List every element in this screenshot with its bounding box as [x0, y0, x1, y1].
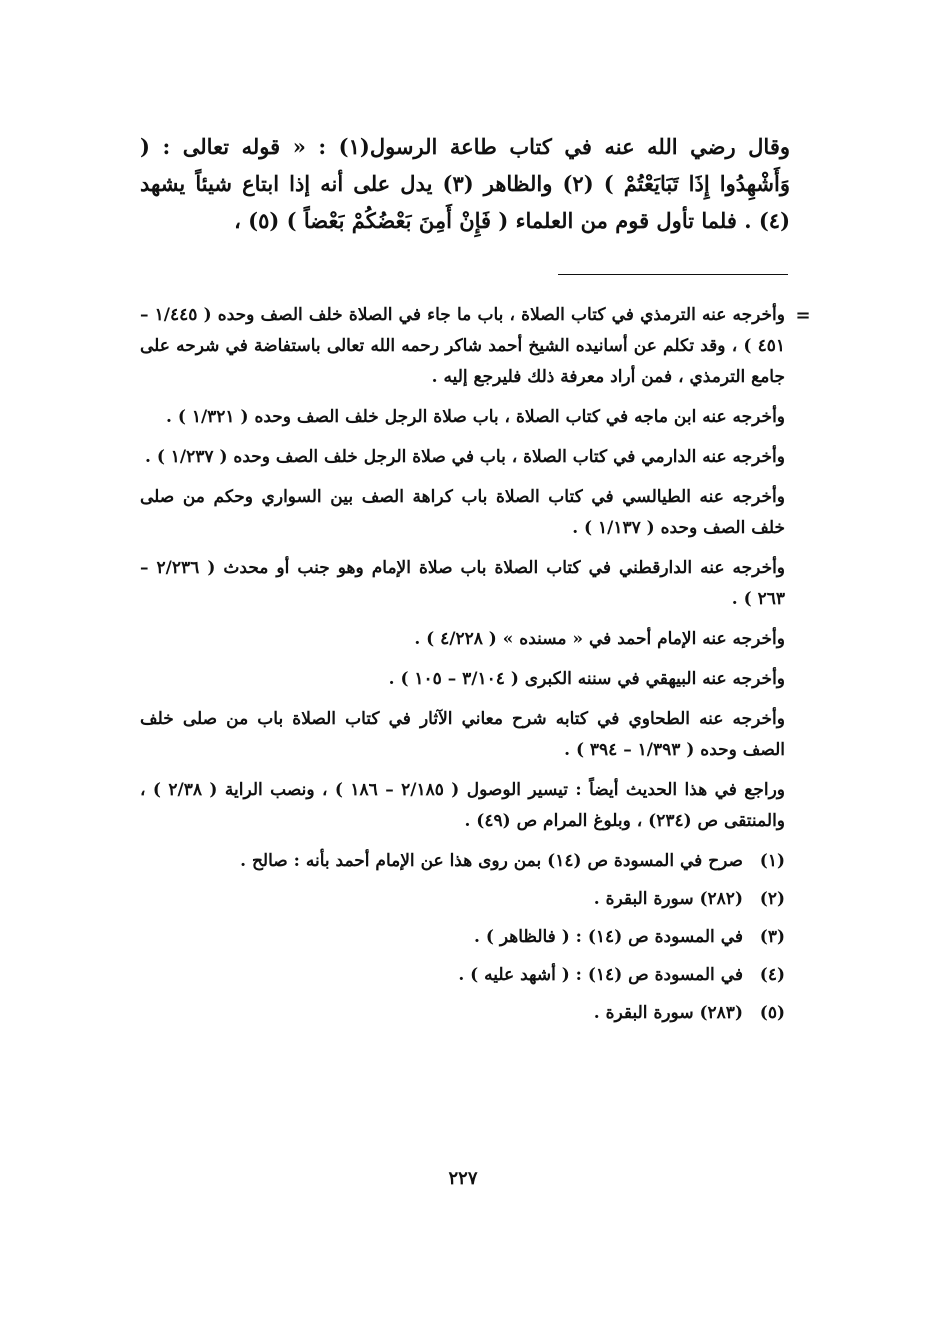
footnote-paragraph-bayhaqi: وأخرجه عنه البيهقي في سننه الكبرى ( ٣/١٠٤ – ١٠٥ ) .: [388, 669, 785, 689]
main-paragraph: وقال رضي الله عنه في كتاب طاعة الرسول(١) : « قوله تعالى : ( وَأَشْهِدُوا إِذَا تَبَايَعْتُمْ ) (٢) والظاهر (٣) يدل على أنه إذا ابتاع شيئاً يشهد (٤) . فلما تأول قوم من العلماء ( فَإِنْ أَمِنَ بَعْضُكُمْ بَعْضاً ) (٥) ،: [140, 134, 791, 233]
footnote-paragraph-tayalisi: وأخرجه عنه الطيالسي في كتاب الصلاة باب كراهة الصف بين السواري وحكم من صلى خلف الصف وحده ( ١/١٣٧ ) .: [140, 487, 785, 538]
note-text: في المسودة ص (١٤) : ( فالظاهر ) .: [474, 927, 743, 947]
note-text: صرح في المسودة ص (١٤) بمن روى هذا عن الإمام أحمد بأنه : صالح .: [240, 851, 743, 871]
note-number: (١): [759, 851, 785, 871]
continuation-marker: =: [795, 305, 811, 326]
numbered-note: [140, 998, 785, 1029]
note-text: (٢٨٣) سورة البقرة .: [593, 1003, 743, 1023]
note-text: في المسودة ص (١٤) : ( أشهد عليه ) .: [458, 965, 743, 985]
footnote-paragraph-tirmidhi: وأخرجه عنه الترمذي في كتاب الصلاة ، باب ما جاء في الصلاة خلف الصف وحده ( ١/٤٤٥ – ٤٥١ ) ، وقد تكلم عن أسانيده الشيخ أحمد شاكر رحمه الله تعالى باستفاضة في شرحه على جامع الترمذي ، فمن أراد معرفة ذلك فليرجع إليه .: [140, 305, 785, 387]
numbered-note: [140, 922, 785, 953]
footnote-paragraph-ahmad: وأخرجه عنه الإمام أحمد في « مسنده » ( ٤/٢٢٨ ) .: [414, 629, 785, 649]
footnote-paragraph-darimi: وأخرجه عنه الدارمي في كتاب الصلاة ، باب في صلاة الرجل خلف الصف وحده ( ١/٢٣٧ ) .: [144, 447, 785, 467]
footnote-separator: [558, 274, 788, 275]
note-number: (٥): [759, 1003, 785, 1023]
note-number: (٣): [759, 927, 785, 947]
numbered-note: [140, 884, 785, 915]
footnote-paragraph-ibn-majah: وأخرجه عنه ابن ماجه في كتاب الصلاة ، باب صلاة الرجل خلف الصف وحده ( ١/٣٢١ ) .: [166, 407, 785, 427]
page-number: ٢٢٧: [448, 1168, 478, 1189]
footnote-paragraph-tahawi: وأخرجه عنه الطحاوي في كتابه شرح معاني الآثار في كتاب الصلاة باب من صلى خلف الصف وحده ( ١/٣٩٣ – ٣٩٤ ) .: [140, 709, 785, 760]
numbered-notes: [140, 846, 785, 1029]
note-text: (٢٨٢) سورة البقرة .: [593, 889, 743, 909]
note-number: (٤): [759, 965, 785, 985]
numbered-note: [140, 846, 785, 877]
footnote-paragraph-daraqutni: وأخرجه عنه الدارقطني في كتاب الصلاة باب صلاة الإمام وهو جنب أو محدث ( ٢/٢٣٦ – ٢٦٣ ) .: [140, 558, 786, 609]
footnotes-section: [140, 300, 811, 1036]
note-number: (٢): [759, 889, 785, 909]
numbered-note: [140, 960, 785, 991]
footnote-paragraph-references: وراجع في هذا الحديث أيضاً : تيسير الوصول ( ٢/١٨٥ – ١٨٦ ) ، ونصب الراية ( ٢/٣٨ ) ، والمنتقى ص (٢٣٤) ، وبلوغ المرام ص (٤٩) .: [140, 780, 786, 831]
